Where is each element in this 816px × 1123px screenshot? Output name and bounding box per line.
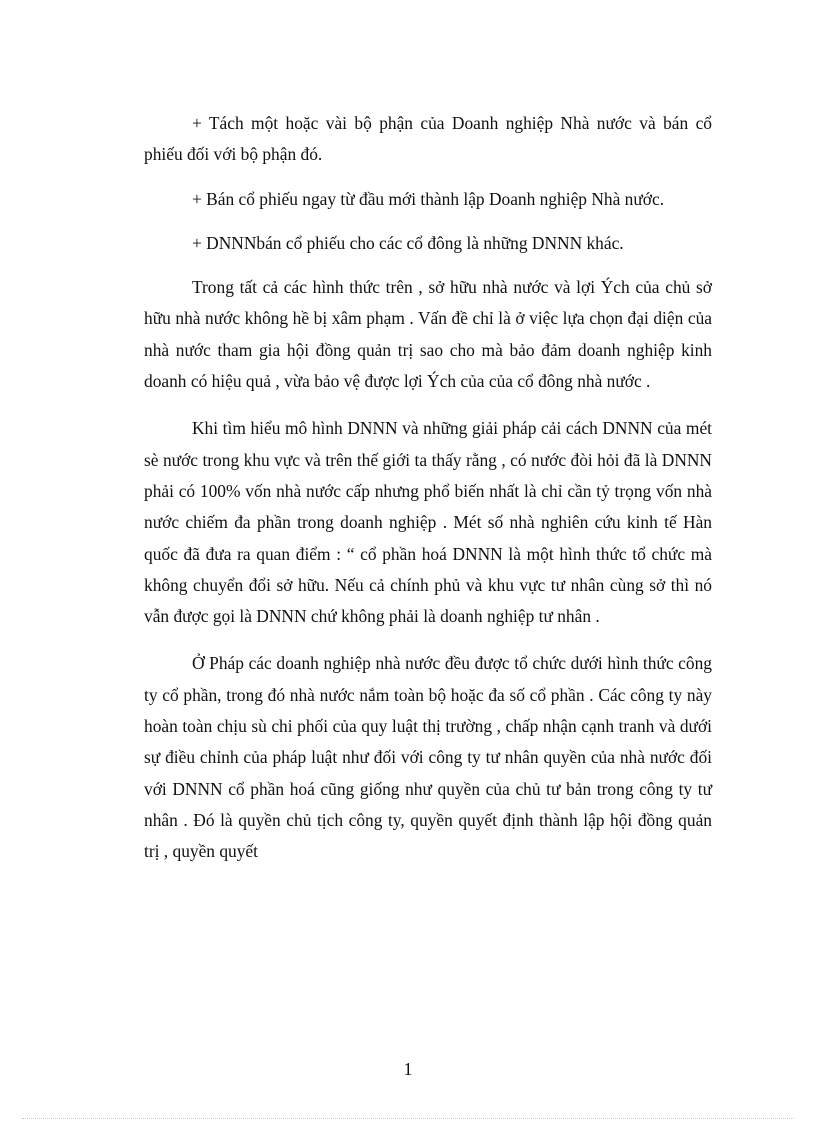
page-number: 1 bbox=[403, 1059, 413, 1079]
paragraph-split-enterprise-parts: + Tách một hoặc vài bộ phận của Doanh nghiệp Nhà nước và bán cổ phiếu đối với bộ phận đó. bbox=[144, 113, 712, 165]
paragraph-sell-shares-to-other-soes: + DNNNbán cổ phiếu cho các cổ đông là những DNNN khác. bbox=[192, 232, 624, 253]
page-bottom-dotted-divider bbox=[22, 1118, 794, 1119]
paragraph-sell-shares-at-founding: + Bán cổ phiếu ngay từ đầu mới thành lập Doanh nghiệp Nhà nước. bbox=[192, 188, 665, 209]
document-body bbox=[144, 108, 712, 868]
paragraph-ownership-not-violated: Trong tất cả các hình thức trên , sở hữu nhà nước và lợi Ých của chủ sở hữu nhà nước không hề bị xâm phạm . Vấn đề chỉ là ở việc lựa chọn đại diện của nhà nước tham gia hội đồng quản trị sao cho mà bảo đảm doanh nghiệp kinh doanh có hiệu quả , vừa bảo vệ được lợi Ých của của cổ đông nhà nước . bbox=[144, 277, 712, 392]
paragraph-international-models: Khi tìm hiểu mô hình DNNN và những giải pháp cải cách DNNN của mét sè nước trong khu vực và trên thế giới ta thấy rằng , có nước đòi hỏi đã là DNNN phải có 100% vốn nhà nước cấp nhưng phổ biến nhất là chỉ cần tỷ trọng vốn nhà nước chiếm đa phần trong doanh nghiệp . Mét số nhà nghiên cứu kinh tế Hàn quốc đã đưa ra quan điểm : “ cổ phần hoá DNNN là một hình thức tổ chức mà không chuyển đổi sở hữu. Nếu cả chính phủ và khu vực tư nhân cùng sở thì nó vẫn được gọi là DNNN chứ không phải là doanh nghiệp tư nhân . bbox=[144, 418, 712, 627]
paragraph-france-model: Ở Pháp các doanh nghiệp nhà nước đều được tổ chức dưới hình thức công ty cổ phần, trong đó nhà nước nắm toàn bộ hoặc đa số cổ phần . Các công ty này hoàn toàn chịu sù chi phối của quy luật thị trường , chấp nhận cạnh tranh và dưới sự điều chỉnh của pháp luật như đối với công ty tư nhân quyền của nhà nước đối với DNNN cổ phần hoá cũng giống như quyền của chủ tư bản trong công ty tư nhân . Đó là quyền chủ tịch công ty, quyền quyết định thành lập hội đồng quản trị , quyền quyết bbox=[144, 653, 712, 862]
